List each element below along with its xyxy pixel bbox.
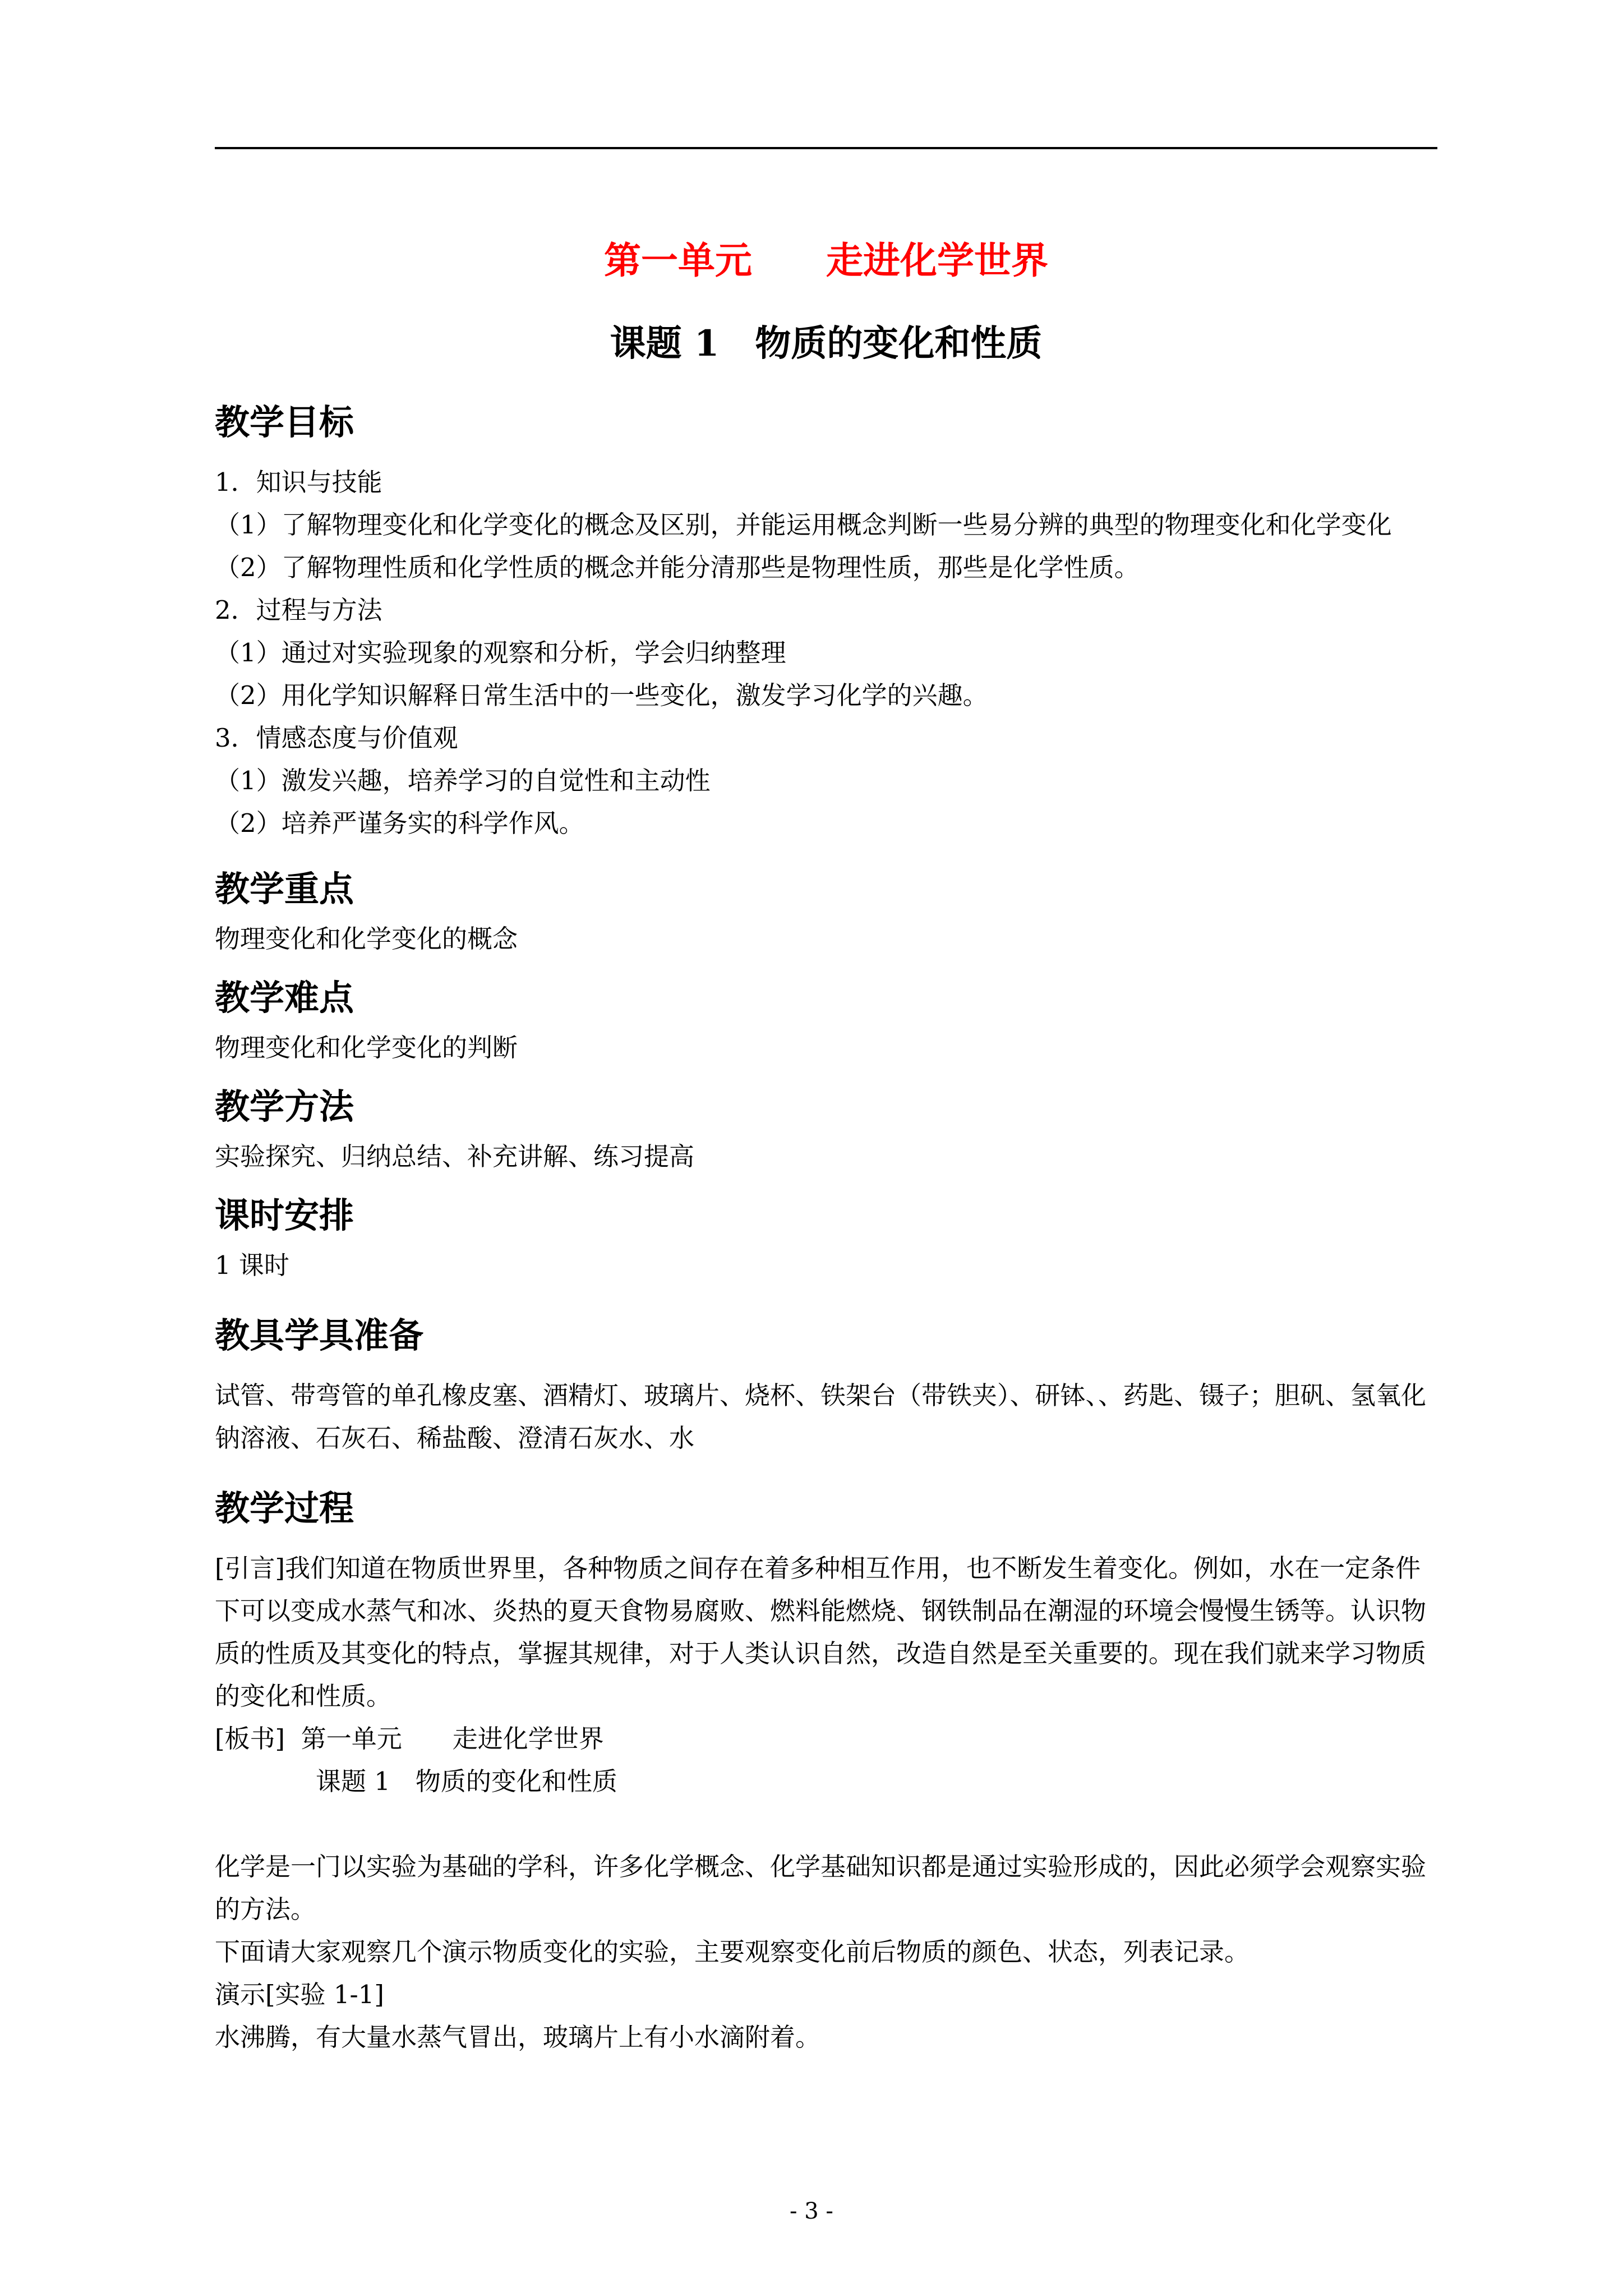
process-intro: [引言]我们知道在物质世界里，各种物质之间存在着多种相互作用，也不断发生着变化。例如，水在一定条件下可以变成水蒸气和冰、炎热的夏天食物易腐败、燃料能燃烧、钢铁制品在潮湿的环境会慢慢生锈等。认识物质的性质及其变化的特点，掌握其规律，对于人类认识自然，改造自然是至关重要的。现在我们就来学习物质的变化和性质。 (215, 1553, 1427, 1711)
blank-spacer (215, 1803, 1437, 1846)
unit-title: 第一单元 走进化学世界 (604, 239, 1048, 282)
objectives-list (215, 461, 1437, 845)
header-rule (215, 147, 1437, 149)
methods-text: 实验探究、归纳总结、补充讲解、练习提高 (215, 1142, 695, 1171)
objective-item: 2．过程与方法 (215, 595, 382, 625)
methods-heading: 教学方法 (215, 1086, 354, 1127)
process-paragraph: 化学是一门以实验为基础的学科，许多化学概念、化学基础知识都是通过实验形成的，因此必须学会观察实验的方法。 (215, 1852, 1427, 1924)
demo-label: 演示[实验 1-1] (215, 1980, 384, 2009)
objective-item: （1）激发兴趣，培养学习的自觉性和主动性 (215, 766, 711, 795)
key-points-text: 物理变化和化学变化的概念 (215, 924, 518, 954)
board-line: [板书] 第一单元 走进化学世界 (215, 1724, 604, 1754)
lesson-title: 课题 1 物质的变化和性质 (610, 323, 1043, 365)
key-points-heading: 教学重点 (215, 868, 354, 909)
process-paragraph: 下面请大家观察几个演示物质变化的实验，主要观察变化前后物质的颜色、状态，列表记录。 (215, 1937, 1250, 1967)
objective-item: （1）通过对实验现象的观察和分析，学会归纳整理 (215, 638, 786, 668)
objectives-heading: 教学目标 (215, 402, 354, 443)
schedule-text: 1 课时 (215, 1250, 289, 1280)
objective-item: （2）培养严谨务实的科学作风。 (215, 808, 584, 838)
process-heading: 教学过程 (215, 1488, 354, 1529)
board-line: 课题 1 物质的变化和性质 (316, 1766, 617, 1796)
objective-item: （1）了解物理变化和化学变化的概念及区别，并能运用概念判断一些易分辨的典型的物理变化和化学变化 (215, 510, 1392, 540)
objective-item: （2）了解物理性质和化学性质的概念并能分清那些是物理性质，那些是化学性质。 (215, 553, 1140, 582)
page-content (215, 236, 1437, 2059)
difficulties-heading: 教学难点 (215, 977, 354, 1018)
materials-heading: 教具学具准备 (215, 1315, 424, 1356)
objective-item: 1．知识与技能 (215, 467, 382, 497)
objective-item: 3．情感态度与价值观 (215, 723, 458, 753)
difficulties-text: 物理变化和化学变化的判断 (215, 1033, 518, 1062)
demo-observation: 水沸腾，有大量水蒸气冒出，玻璃片上有小水滴附着。 (215, 2022, 821, 2052)
page-number: - 3 - (790, 2198, 833, 2224)
schedule-heading: 课时安排 (215, 1195, 354, 1236)
objective-item: （2）用化学知识解释日常生活中的一些变化，激发学习化学的兴趣。 (215, 680, 988, 710)
materials-text: 试管、带弯管的单孔橡皮塞、酒精灯、玻璃片、烧杯、铁架台（带铁夹）、研钵、、药匙、镊子；胆矾、氢氧化钠溶液、石灰石、稀盐酸、澄清石灰水、水 (215, 1381, 1427, 1453)
